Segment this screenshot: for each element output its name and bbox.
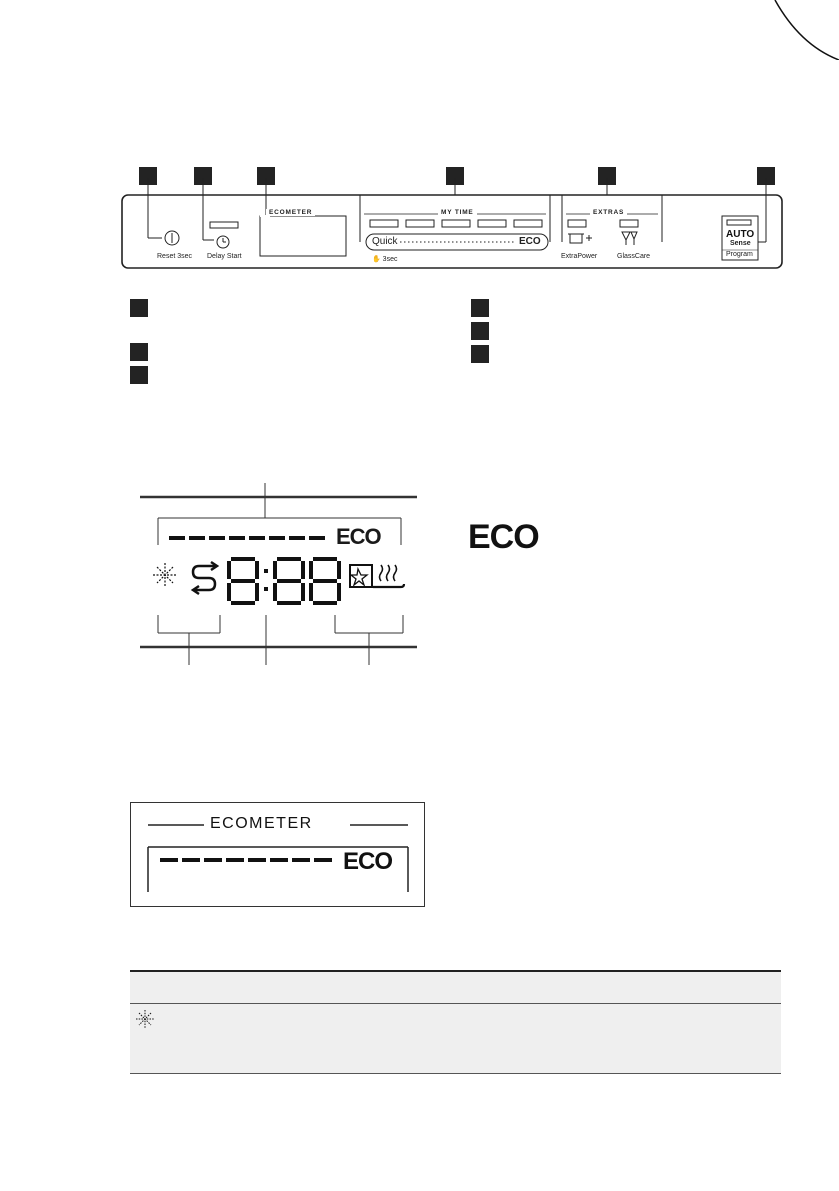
delay-start-label: Delay Start (207, 253, 242, 260)
seven-segment-display (227, 557, 341, 605)
ecometer-section-label: ECOMETER (266, 209, 315, 216)
sparkle-icon (153, 563, 177, 587)
table-bottom-rule (130, 1073, 781, 1074)
table-header (130, 972, 781, 1003)
legend-box-1 (130, 299, 148, 317)
sense-label: Sense (730, 240, 751, 247)
reset-label: Reset 3sec (157, 253, 193, 260)
extrapower-label: ExtraPower (561, 253, 598, 260)
quick-label: Quick (372, 236, 398, 247)
legend-box-5 (471, 322, 489, 340)
legend-box-3 (130, 366, 148, 384)
rinse-arrows-icon (193, 562, 217, 594)
glasscare-label: GlassCare (617, 253, 651, 260)
page-corner-mark (0, 0, 839, 60)
sparkle-icon (134, 1008, 156, 1030)
program-label: Program (726, 251, 753, 258)
display-eco-label: ECO (336, 524, 381, 549)
mytime-section-label: MY TIME (438, 209, 477, 216)
legend-box-6 (471, 345, 489, 363)
sec-label (372, 255, 397, 263)
auto-label: AUTO (726, 229, 755, 240)
legend-box-2 (130, 343, 148, 361)
ecometer-detail-eco: ECO (343, 848, 393, 875)
legend-box-4 (471, 299, 489, 317)
control-panel-diagram (110, 160, 810, 280)
salt-icon (350, 565, 372, 587)
hand-icon: ✋ (372, 256, 381, 263)
steam-icon (373, 565, 404, 587)
ecometer-detail-title: ECOMETER (210, 815, 313, 832)
display-diagram (125, 475, 435, 665)
sec-label-text: 3sec (382, 256, 398, 263)
extras-section-label: EXTRAS (590, 209, 627, 216)
table-mid-rule (130, 1003, 781, 1004)
table-top-rule (130, 970, 781, 972)
table-row (130, 1004, 781, 1073)
eco-symbol: ECO (468, 518, 539, 556)
eco-small-label: ECO (519, 236, 541, 247)
